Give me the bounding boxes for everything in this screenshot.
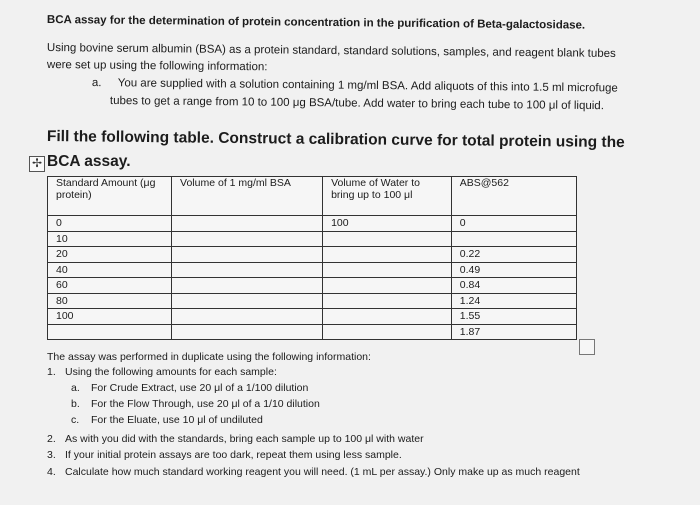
cell-volume-water[interactable]: 100 (323, 216, 452, 232)
calibration-table (47, 176, 577, 340)
cell-volume-bsa[interactable] (172, 247, 323, 263)
cell-volume-bsa[interactable] (172, 262, 323, 278)
cell-abs562[interactable]: 1.87 (451, 324, 576, 340)
step-text: For the Flow Through, use 20 μl of a 1/10 dilution (91, 398, 320, 410)
header-abs562[interactable]: ABS@562 (451, 177, 576, 216)
cell-volume-water[interactable] (323, 262, 452, 278)
cell-volume-bsa[interactable] (172, 231, 323, 247)
cell-standard-amount[interactable]: 80 (48, 293, 172, 309)
step-text: For Crude Extract, use 20 μl of a 1/100 dilution (91, 382, 309, 394)
cell-volume-bsa[interactable] (172, 309, 323, 325)
table-row (48, 216, 577, 232)
step-number: 4. (47, 466, 56, 478)
assay-substep (71, 414, 263, 426)
cell-abs562[interactable]: 0.22 (451, 247, 576, 263)
table-row (48, 278, 577, 294)
item-a-text-2: tubes to get a range from 10 to 100 μg BSA/tube. Add water to bring each tube to 100 μl of liquid. (109, 95, 605, 113)
move-icon[interactable]: ✢ (29, 156, 45, 172)
cell-abs562[interactable]: 0.49 (451, 262, 576, 278)
cell-standard-amount[interactable]: 60 (48, 278, 172, 294)
cell-abs562[interactable]: 0 (451, 216, 576, 232)
step-text: If your initial protein assays are too dark, repeat them using less sample. (65, 449, 402, 461)
cell-volume-bsa[interactable] (172, 278, 323, 294)
table-row (48, 293, 577, 309)
intro-line-1: Using bovine serum albumin (BSA) as a protein standard, standard solutions, samples, and reagent blank tubes (46, 42, 616, 60)
cell-volume-water[interactable] (323, 293, 452, 309)
task-heading-line-1: Fill the following table. Construct a calibration curve for total protein using the (46, 128, 625, 152)
header-standard-amount[interactable]: Standard Amount (μg protein) (48, 177, 172, 216)
step-text: Calculate how much standard working reagent you will need. (1 mL per assay.) Only make up as much reagent (65, 466, 580, 478)
resize-handle[interactable] (579, 339, 595, 355)
cell-standard-amount[interactable]: 10 (48, 231, 172, 247)
cell-volume-water[interactable] (323, 278, 452, 294)
cell-standard-amount[interactable]: 0 (48, 216, 172, 232)
table-row (48, 309, 577, 325)
cell-volume-water[interactable] (323, 231, 452, 247)
assay-step (47, 466, 580, 478)
cell-abs562[interactable] (451, 231, 576, 247)
step-text: Using the following amounts for each sample: (65, 366, 277, 378)
table-body (48, 216, 577, 340)
doc-title: BCA assay for the determination of protein concentration in the purification of Beta-galactosidase. (46, 14, 586, 32)
cell-volume-water[interactable] (323, 247, 452, 263)
cell-abs562[interactable]: 0.84 (451, 278, 576, 294)
cell-volume-bsa[interactable] (172, 324, 323, 340)
step-number: 1. (47, 366, 56, 378)
header-volume-water[interactable]: Volume of Water to bring up to 100 μl (323, 177, 452, 216)
item-a (92, 77, 618, 95)
table-row (48, 324, 577, 340)
assay-substep (71, 398, 320, 410)
step-number: 3. (47, 449, 56, 461)
table-header-row (48, 177, 577, 216)
assay-substep (71, 382, 308, 394)
step-number: a. (71, 382, 80, 394)
cell-volume-water[interactable] (323, 324, 452, 340)
cell-volume-bsa[interactable] (172, 216, 323, 232)
step-text: For the Eluate, use 10 μl of undiluted (91, 414, 263, 426)
assay-intro: The assay was performed in duplicate using the following information: (47, 351, 371, 363)
header-volume-bsa[interactable]: Volume of 1 mg/ml BSA (172, 177, 323, 216)
step-text: As with you did with the standards, bring each sample up to 100 μl with water (65, 433, 424, 445)
cell-standard-amount[interactable] (48, 324, 172, 340)
step-number: c. (71, 414, 80, 426)
cell-abs562[interactable]: 1.24 (451, 293, 576, 309)
table-row (48, 231, 577, 247)
step-number: b. (71, 398, 80, 410)
table-row (48, 247, 577, 263)
step-number: 2. (47, 433, 56, 445)
task-heading-line-2: BCA assay. (47, 153, 131, 170)
cell-standard-amount[interactable]: 20 (48, 247, 172, 263)
cell-volume-water[interactable] (323, 309, 452, 325)
cell-abs562[interactable]: 1.55 (451, 309, 576, 325)
item-a-marker: a. (91, 77, 102, 90)
cell-volume-bsa[interactable] (172, 293, 323, 309)
table-row (48, 262, 577, 278)
assay-step (47, 433, 424, 445)
intro-line-2: were set up using the following information: (46, 59, 268, 74)
item-a-text-1: You are supplied with a solution containing 1 mg/ml BSA. Add aliquots of this into 1.5 ml microfuge (117, 77, 618, 95)
assay-step (47, 366, 277, 378)
assay-step (47, 449, 402, 461)
cell-standard-amount[interactable]: 40 (48, 262, 172, 278)
cell-standard-amount[interactable]: 100 (48, 309, 172, 325)
